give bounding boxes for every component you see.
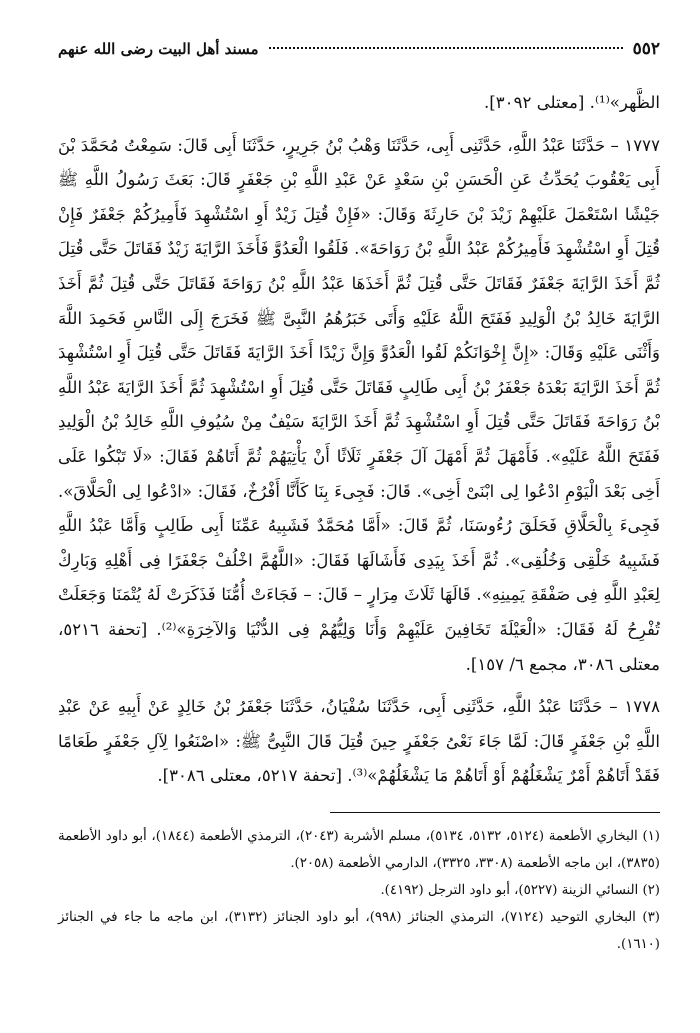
hadith-1778: ١٧٧٨ – حَدَّثَنَا عَبْدُ اللَّهِ، حَدَّثَنِى أَبِى، حَدَّثَنَا سُفْيَانُ، حَدَّثَنَا جَعْفَرُ بْنُ خَالِدٍ عَنْ أَبِيهِ عَنْ عَبْدِ اللَّهِ بْنِ جَعْفَرٍ قَالَ: لَمَّا جَاءَ نَعْىُ جَعْفَرٍ حِينَ قُتِلَ قَالَ النَّبِىُّ ﷺ: «اصْنَعُوا لِآلِ جَعْفَرٍ طَعَامًا فَقَدْ أَتَاهُمْ أَمْرٌ يَشْغَلُهُمْ أَوْ أَتَاهُمْ مَا يَشْغَلُهُمْ»⁽³⁾. [تحفة ٥٢١٧، معتلى ٣٠٨٦]. — [58, 697, 660, 786]
paragraph-continuation: الظَّهر»⁽¹⁾. [معتلى ٣٠٩٢]. — [484, 93, 660, 112]
page-title: مسند أهل البيت رضى الله عنهم — [58, 40, 259, 58]
footnote-1: (١) البخاري الأطعمة (٥١٢٤، ٥١٣٢، ٥١٣٤)، مسلم الأشربة (٢٠٤٣)، الترمذي الأطعمة (١٨٤٤)، أبو داود الأطعمة (٣٨٣٥)، ابن ماجه الأطعمة (٣٣٠٨، ٣٣٢٥)، الدارمي الأطعمة (٢٠٥٨). — [58, 828, 660, 871]
footnote-separator — [330, 812, 660, 813]
main-text — [58, 86, 660, 794]
footnote-2: (٢) النسائي الزينة (٥٢٢٧)، أبو داود الترجل (٤١٩٢). — [380, 882, 660, 898]
page-number: ٥٥٢ — [632, 39, 660, 59]
hadith-1777: ١٧٧٧ – حَدَّثَنَا عَبْدُ اللَّهِ، حَدَّثَنِى أَبِى، حَدَّثَنَا وَهْبُ بْنُ جَرِيرٍ، حَدَّثَنَا أَبِى قَالَ: سَمِعْتُ مُحَمَّدَ بْنَ أَبِى يَعْقُوبَ يُحَدِّثُ عَنِ الْحَسَنِ بْنِ سَعْدٍ عَنْ عَبْدِ اللَّهِ بْنِ جَعْفَرٍ قَالَ: بَعَثَ رَسُولُ اللَّهِ ﷺ جَيْشًا اسْتَعْمَلَ عَلَيْهِمْ زَيْدَ بْنَ حَارِثَةَ وَقَالَ: «فَإِنْ قُتِلَ زَيْدٌ أَوِ اسْتُشْهِدَ فَأَمِيرُكُمْ جَعْفَرٌ فَإِنْ قُتِلَ أَوِ اسْتُشْهِدَ فَأَمِيرُكُمْ عَبْدُ اللَّهِ بْنُ رَوَاحَةَ». فَلَقُوا الْعَدُوَّ فَأَخَذَ الرَّايَةَ زَيْدٌ فَقَاتَلَ حَتَّى قُتِلَ ثُمَّ أَخَذَ الرَّايَةَ جَعْفَرٌ فَقَاتَلَ حَتَّى قُتِلَ ثُمَّ أَخَذَهَا عَبْدُ اللَّهِ بْنُ رَوَاحَةَ فَقَاتَلَ حَتَّى قُتِلَ ثُمَّ أَخَذَ الرَّايَةَ خَالِدُ بْنُ الْوَلِيدِ فَفَتَحَ اللَّهُ عَلَيْهِ وَأَتَى خَبَرُهُمُ النَّبِىَّ ﷺ فَخَرَجَ إِلَى النَّاسِ فَحَمِدَ اللَّهَ وَأَثْنَى عَلَيْهِ وَقَالَ: «إِنَّ إِخْوَانَكُمْ لَقُوا الْعَدُوَّ وَإِنَّ زَيْدًا أَخَذَ الرَّايَةَ فَقَاتَلَ حَتَّى قُتِلَ أَوِ اسْتُشْهِدَ ثُمَّ أَخَذَ الرَّايَةَ بَعْدَهُ جَعْفَرُ بْنُ أَبِى طَالِبٍ فَقَاتَلَ حَتَّى قُتِلَ أَوِ اسْتُشْهِدَ ثُمَّ أَخَذَ الرَّايَةَ عَبْدُ اللَّهِ بْنُ رَوَاحَةَ فَقَاتَلَ حَتَّى قُتِلَ أَوِ اسْتُشْهِدَ ثُمَّ أَخَذَ الرَّايَةَ سَيْفٌ مِنْ سُيُوفِ اللَّهِ خَالِدُ بْنُ الْوَلِيدِ فَفَتَحَ اللَّهُ عَلَيْهِ». فَأَمْهَلَ ثُمَّ أَمْهَلَ آلَ جَعْفَرٍ ثَلَاثًا أَنْ يَأْتِيَهُمْ ثُمَّ أَتَاهُمْ فَقَالَ: «لَا تَبْكُوا عَلَى أَخِى بَعْدَ الْيَوْمِ ادْعُوا لِى ابْنَىْ أَخِى». قَالَ: فَجِىءَ بِنَا كَأَنَّا أَفْرُخٌ، فَقَالَ: «ادْعُوا لِى الْحَلَّاقَ». فَجِىءَ بِالْحَلَّاقِ فَحَلَقَ رُءُوسَنَا، ثُمَّ قَالَ: «أَمَّا مُحَمَّدٌ فَشَبِيهُ عَمِّنَا أَبِى طَالِبٍ وَأَمَّا عَبْدُ اللَّهِ فَشَبِيهُ خَلْقِى وَخُلُقِى». ثُمَّ أَخَذَ بِيَدِى فَأَشَالَهَا فَقَالَ: «اللَّهُمَّ اخْلُفْ جَعْفَرًا فِى أَهْلِهِ وَبَارِكْ لِعَبْدِ اللَّهِ فِى صَفْقَةِ يَمِينِهِ». قَالَهَا ثَلَاثَ مِرَارٍ – قَالَ: – فَجَاءَتْ أُمُّنَا فَذَكَرَتْ لَهُ يُتْمَنَا وَجَعَلَتْ تُفْرِحُ لَهُ فَقَالَ: «الْعَيْلَةَ تَخَافِينَ عَلَيْهِمْ وَأَنَا وَلِيُّهُمْ فِى الدُّنْيَا وَالآخِرَةِ»⁽²⁾. [تحفة ٥٢١٦، معتلى ٣٠٨٦، مجمع ٦/ ١٥٧]. — [58, 135, 660, 674]
page-header — [58, 34, 660, 64]
footnotes — [58, 823, 660, 958]
header-dots — [269, 46, 623, 49]
footnote-3: (٣) البخاري التوحيد (٧١٢٤)، الترمذي الجنائز (٩٩٨)، أبو داود الجنائز (٣١٣٢)، ابن ماجه ما جاء في الجنائز (١٦١٠). — [58, 909, 660, 952]
